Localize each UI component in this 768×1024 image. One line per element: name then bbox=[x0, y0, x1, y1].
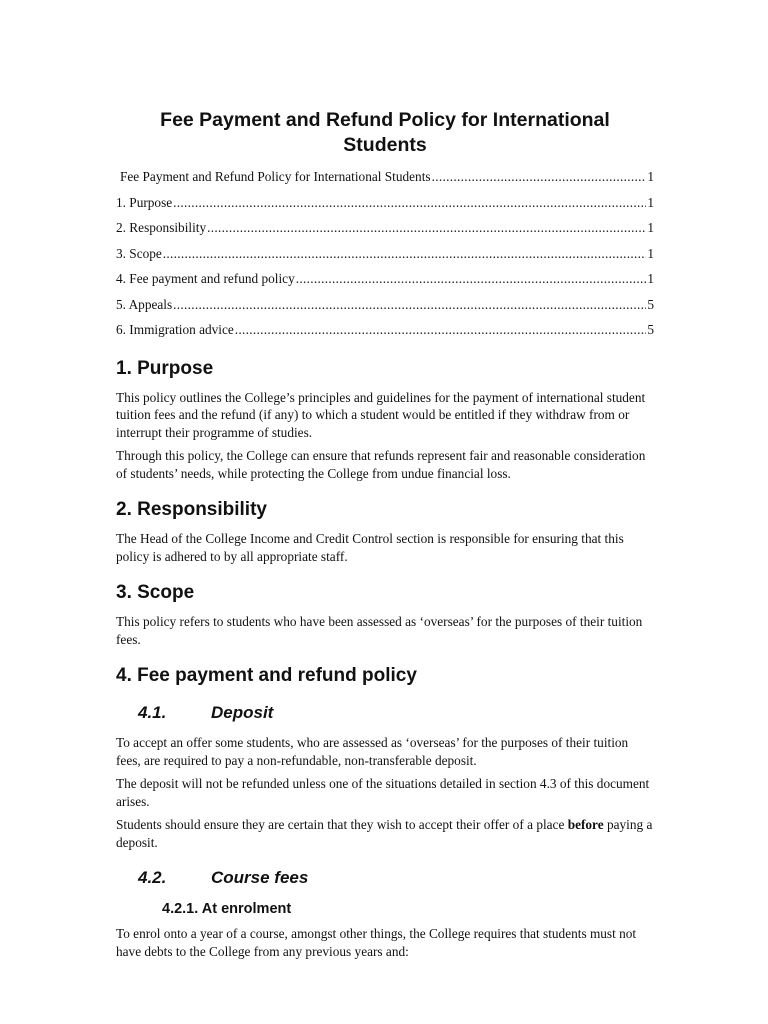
subsubsection-heading-enrolment: 4.2.1. At enrolment bbox=[162, 901, 292, 917]
subsection-heading-deposit bbox=[116, 702, 654, 724]
paragraph-text: paying a deposit. bbox=[116, 817, 653, 850]
toc-entry-page: 1 bbox=[647, 271, 654, 286]
subsection-heading-course-fees bbox=[116, 867, 654, 889]
subsection-title: Course fees bbox=[211, 868, 309, 887]
toc-dot-leader bbox=[296, 270, 647, 288]
toc-entry-page: 1 bbox=[647, 169, 654, 184]
toc-entry-fee-policy[interactable] bbox=[116, 268, 654, 294]
paragraph: This policy refers to students who have been assessed as ‘overseas’ for the purposes of their tuition fees. bbox=[116, 614, 643, 647]
subsection-number: 4.1. bbox=[138, 703, 167, 722]
toc-entry-label: 4. Fee payment and refund policy bbox=[116, 271, 295, 286]
section-heading: 1. Purpose bbox=[116, 357, 214, 379]
document-title: Fee Payment and Refund Policy for International Students bbox=[160, 109, 610, 156]
toc-entry-scope[interactable] bbox=[116, 243, 654, 269]
subsection-title: Deposit bbox=[211, 703, 274, 722]
paragraph: To accept an offer some students, who are assessed as ‘overseas’ for the purposes of their tuition fees, are required to pay a non-refundable, non-transferable deposit. bbox=[116, 735, 629, 768]
emphasis-text: before bbox=[567, 817, 604, 832]
table-of-contents bbox=[116, 166, 654, 345]
toc-entry-page: 1 bbox=[647, 194, 654, 210]
subsection-number: 4.2. bbox=[138, 868, 167, 887]
toc-dot-leader bbox=[163, 245, 647, 263]
toc-entry-label: 2. Responsibility bbox=[116, 220, 207, 235]
toc-entry-page: 5 bbox=[647, 296, 654, 312]
paragraph bbox=[116, 816, 654, 851]
paragraph: The Head of the College Income and Credit Control section is responsible for ensuring that this policy is adhered to by all appropriate staff. bbox=[116, 531, 624, 564]
section-heading: 2. Responsibility bbox=[116, 499, 267, 520]
toc-entry-label: 3. Scope bbox=[116, 245, 162, 261]
toc-entry-responsibility[interactable] bbox=[116, 217, 654, 243]
toc-entry-title[interactable] bbox=[116, 166, 654, 192]
toc-dot-leader bbox=[173, 296, 646, 314]
section-fee-policy bbox=[116, 664, 654, 960]
toc-dot-leader bbox=[207, 219, 646, 237]
toc-entry-page: 5 bbox=[647, 322, 654, 337]
paragraph-text: Students should ensure they are certain that they wish to accept their offer of a place bbox=[116, 817, 568, 832]
toc-entry-label: 5. Appeals bbox=[116, 296, 173, 312]
toc-entry-label: 1. Purpose bbox=[116, 194, 173, 210]
section-responsibility bbox=[116, 498, 654, 565]
toc-entry-label: 6. Immigration advice bbox=[116, 322, 234, 337]
document-content bbox=[116, 108, 654, 966]
toc-entry-page: 1 bbox=[647, 220, 654, 235]
paragraph: The deposit will not be refunded unless one of the situations detailed in section 4.3 of this document arises. bbox=[116, 776, 650, 809]
toc-entry-label: Fee Payment and Refund Policy for International Students bbox=[120, 169, 431, 184]
toc-entry-page: 1 bbox=[647, 245, 654, 261]
section-heading: 4. Fee payment and refund policy bbox=[116, 665, 417, 686]
section-purpose bbox=[116, 357, 654, 483]
toc-dot-leader bbox=[432, 168, 647, 186]
toc-entry-appeals[interactable] bbox=[116, 294, 654, 320]
paragraph: Through this policy, the College can ensure that refunds represent fair and reasonable consideration of students’ needs, while protecting the College from undue financial loss. bbox=[116, 448, 646, 481]
toc-dot-leader bbox=[173, 194, 646, 212]
paragraph: This policy outlines the College’s principles and guidelines for the payment of international student tuition fees and the refund (if any) to which a student would be entitled if they withdraw from or interrupt their programme of studies. bbox=[116, 389, 646, 440]
section-heading: 3. Scope bbox=[116, 582, 195, 603]
paragraph: To enrol onto a year of a course, amongst other things, the College requires that students must not have debts to the College from any previous years and: bbox=[116, 926, 637, 959]
toc-dot-leader bbox=[235, 321, 647, 339]
section-scope bbox=[116, 581, 654, 648]
toc-entry-immigration[interactable] bbox=[116, 319, 654, 345]
toc-entry-purpose[interactable] bbox=[116, 192, 654, 218]
